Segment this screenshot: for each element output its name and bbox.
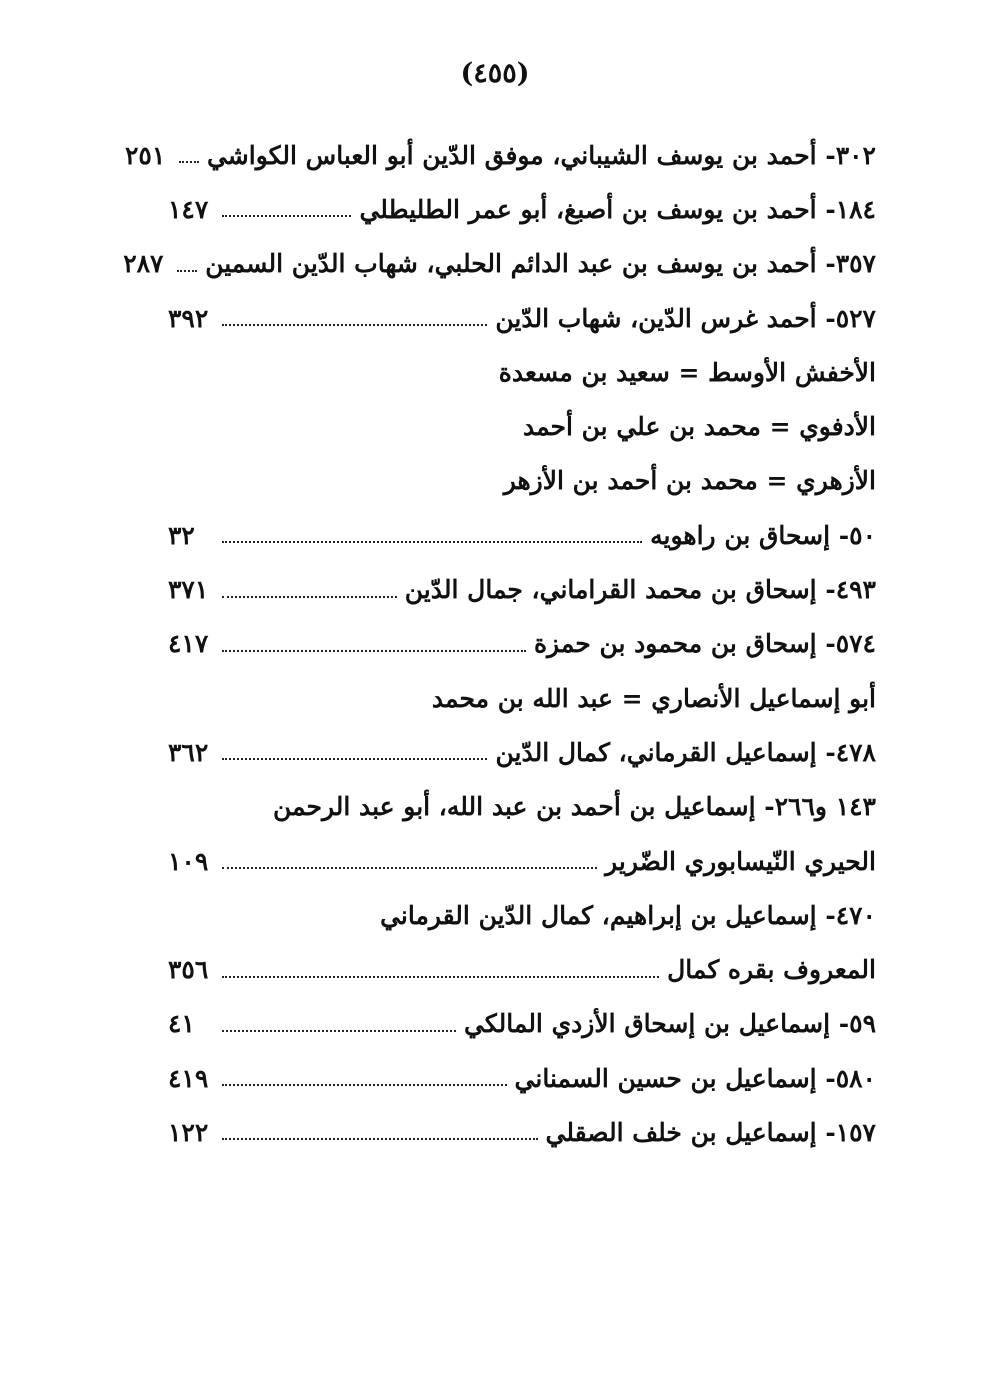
index-entry-first-line	[168, 780, 876, 834]
entry-text: ١٨٤- أحمد بن يوسف بن أصبغ، أبو عمر الطليطلي	[359, 194, 876, 224]
entry-page: ٢٨٧	[123, 249, 164, 279]
dot-leader	[222, 1084, 507, 1086]
index-entry	[168, 291, 876, 345]
entry-page: ٣٢	[168, 520, 195, 550]
entry-text: الأزهري = محمد بن أحمد بن الأزهر	[503, 466, 876, 496]
index-entry	[168, 562, 876, 616]
entry-text: الحيري النّيسابوري الضّرير	[605, 846, 876, 876]
dot-leader	[222, 596, 397, 598]
page-number: (٤٥٥)	[460, 58, 530, 89]
index-entry	[168, 1105, 876, 1159]
entry-text: ١٤٣ و٢٦٦- إسماعيل بن أحمد بن عبد الله، أبو عبد الرحمن	[273, 792, 876, 822]
entry-text: ١٥٧- إسماعيل بن خلف الصقلي	[545, 1117, 876, 1147]
dot-leader	[222, 758, 487, 760]
entry-text: ٤٧٨- إسماعيل القرماني، كمال الدّين	[495, 737, 876, 767]
index-entry-first-line	[168, 888, 876, 942]
entry-text: المعروف بقره كمال	[667, 955, 876, 985]
dot-leader	[222, 867, 597, 869]
entry-page: ٤١	[168, 1009, 195, 1039]
dot-leader	[179, 161, 199, 163]
dot-leader	[222, 1138, 538, 1140]
index-entry	[168, 997, 876, 1051]
entry-text: ٤٩٣- إسحاق بن محمد القراماني، جمال الدّين	[404, 575, 876, 605]
entry-page: ١٢٢	[168, 1117, 209, 1147]
entry-text: الأخفش الأوسط = سعيد بن مسعدة	[498, 357, 876, 387]
index-entry	[168, 617, 876, 671]
cross-reference	[168, 671, 876, 725]
dot-leader	[222, 324, 487, 326]
dot-leader	[222, 976, 659, 978]
entry-page: ١٠٩	[168, 846, 209, 876]
entry-page: ٤١٧	[168, 629, 209, 659]
entry-text: ٣٥٧- أحمد بن يوسف بن عبد الدائم الحلبي، شهاب الدّين السمين	[205, 249, 876, 279]
entry-text: الأدفوي = محمد بن علي بن أحمد	[522, 412, 876, 442]
cross-reference	[168, 345, 876, 399]
index-entry	[168, 182, 876, 236]
entry-text: ٥٧٤- إسحاق بن محمود بن حمزة	[533, 629, 876, 659]
entry-text: ٣٠٢- أحمد بن يوسف الشيباني، موفق الدّين أبو العباس الكواشي	[206, 140, 876, 170]
entry-page: ٣٦٢	[168, 737, 209, 767]
index-entry-continuation	[168, 942, 876, 996]
dot-leader	[177, 270, 197, 272]
cross-reference	[168, 399, 876, 453]
entry-text: أبو إسماعيل الأنصاري = عبد الله بن محمد	[431, 683, 876, 713]
dot-leader	[222, 215, 351, 217]
index-entry	[124, 128, 876, 182]
entry-text: ٥٢٧- أحمد غرس الدّين، شهاب الدّين	[495, 303, 876, 333]
index-entry	[123, 237, 876, 291]
cross-reference	[168, 454, 876, 508]
entry-text: ٥٨٠- إسماعيل بن حسين السمناني	[514, 1063, 876, 1093]
entry-page: ١٤٧	[168, 194, 209, 224]
entry-page: ٣٧١	[168, 575, 209, 605]
entry-text: ٤٧٠- إسماعيل بن إبراهيم، كمال الدّين القرماني	[380, 900, 876, 930]
entry-page: ٤١٩	[168, 1063, 209, 1093]
index-entry-continuation	[168, 834, 876, 888]
dot-leader	[222, 1030, 456, 1032]
entry-text: ٥٠- إسحاق بن راهويه	[650, 520, 876, 550]
index-entries	[123, 128, 876, 1160]
entry-page: ٣٩٢	[168, 303, 209, 333]
entry-text: ٥٩- إسماعيل بن إسحاق الأزدي المالكي	[463, 1009, 876, 1039]
index-entry	[168, 1051, 876, 1105]
entry-page: ٣٥٦	[168, 955, 209, 985]
entry-page: ٢٥١	[124, 140, 166, 170]
dot-leader	[222, 650, 526, 652]
index-entry	[168, 725, 876, 779]
dot-leader	[222, 541, 642, 543]
index-entry	[168, 508, 876, 562]
